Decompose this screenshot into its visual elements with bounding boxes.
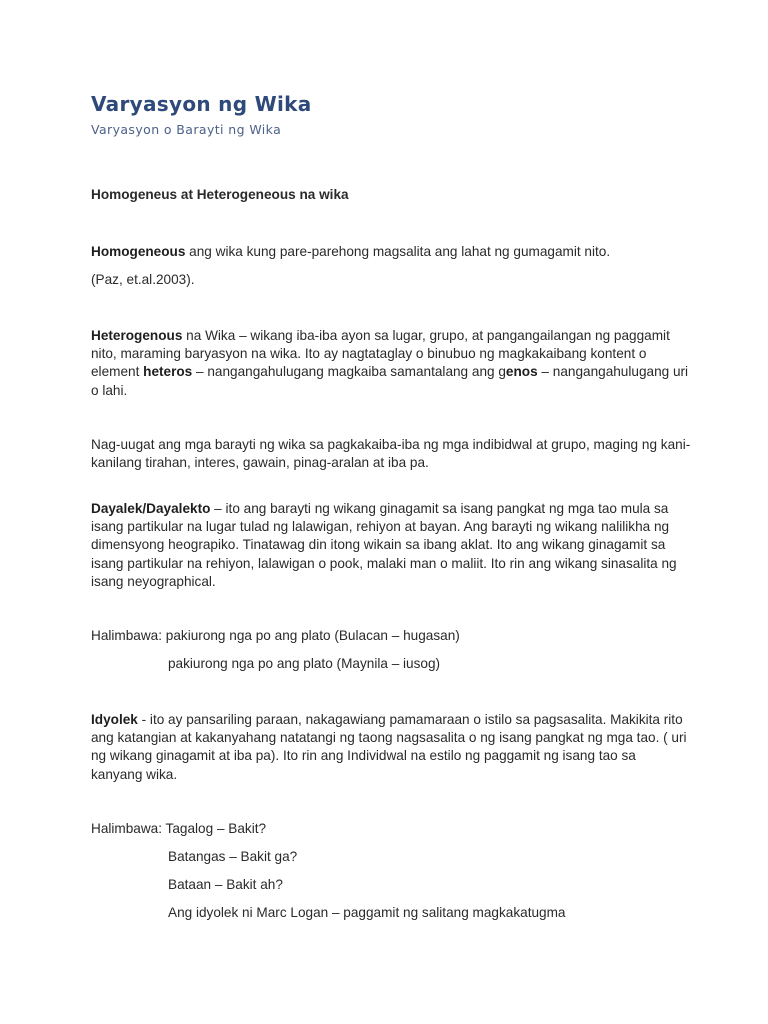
heterogenous-text-3: – nangangahulugang uri o lahi.	[91, 364, 689, 398]
homogeneous-paragraph	[91, 243, 691, 261]
page-subtitle: Varyasyon o Barayti ng Wika	[91, 122, 282, 137]
idyolek-example-1: Halimbawa: Tagalog – Bakit?	[91, 821, 267, 836]
idyolek-term: Idyolek	[91, 712, 138, 727]
homogeneous-term: Homogeneous	[91, 244, 186, 259]
heterogenous-text-2: – nangangahulugang magkaiba samantalang ang g	[192, 364, 506, 380]
heterogenous-paragraph	[91, 327, 691, 400]
idyolek-paragraph	[91, 711, 691, 784]
idyolek-example-2: Batangas – Bakit ga?	[168, 849, 298, 864]
dayalek-term: Dayalek/Dayalekto	[91, 501, 211, 516]
page-title: Varyasyon ng Wika	[91, 92, 312, 116]
idyolek-text: - ito ay pansariling paraan, nakagawiang pamamaraan o istilo sa pagsasalita. Makikita rito ang katangian at kakanyahang natatangi ng taong nagsasalita o ng isang pangkat ng mga tao. ( uri ng wikang ginagamit at iba pa). Ito rin ang Individwal na estilo ng paggamit ng isang tao sa kanyang wika.	[91, 712, 687, 782]
heterogenous-text-1: na Wika – wikang iba-iba ayon sa lugar, grupo, at pangangailangan ng paggamit nito, maraming baryasyon na wika. Ito ay nagtataglay o binubuo ng magkakaibang kontent o element	[91, 328, 670, 380]
origin-paragraph: Nag-uugat ang mga barayti ng wika sa pagkakaiba-iba ng mga indibidwal at grupo, maging ng kani-kanilang tirahan, interes, gawain, pinag-aralan at iba pa.	[91, 437, 691, 471]
heterogenous-term: Heterogenous	[91, 328, 183, 343]
section-heading: Homogeneus at Heterogeneous na wika	[91, 187, 349, 202]
dayalek-paragraph	[91, 500, 691, 591]
genos-term: enos	[505, 364, 538, 380]
dayalek-example-2: pakiurong nga po ang plato (Maynila – iusog)	[168, 656, 441, 671]
heteros-term: heteros	[143, 364, 193, 380]
homogeneous-text: ang wika kung pare-parehong magsalita ang lahat ng gumagamit nito.	[185, 244, 611, 259]
idyolek-example-3: Bataan – Bakit ah?	[168, 877, 283, 892]
homogeneous-citation: (Paz, et.al.2003).	[91, 272, 195, 287]
dayalek-text: – ito ang barayti ng wikang ginagamit sa isang pangkat ng mga tao mula sa isang partikular na lugar tulad ng lalawigan, rehiyon at bayan. Ang barayti ng wikang nalilikha ng dimensyong heograpiko. Tinatawag din itong wikain sa ibang aklat. Ito ang wikang ginagamit sa isang partikular na rehiyon, lalawigan o pook, malaki man o maliit. Ito rin ang wikang sinasalita ng isang neyographical.	[91, 501, 677, 589]
dayalek-example-1: Halimbawa: pakiurong nga po ang plato (Bulacan – hugasan)	[91, 628, 460, 643]
idyolek-example-4: Ang idyolek ni Marc Logan – paggamit ng salitang magkakatugma	[168, 905, 566, 920]
